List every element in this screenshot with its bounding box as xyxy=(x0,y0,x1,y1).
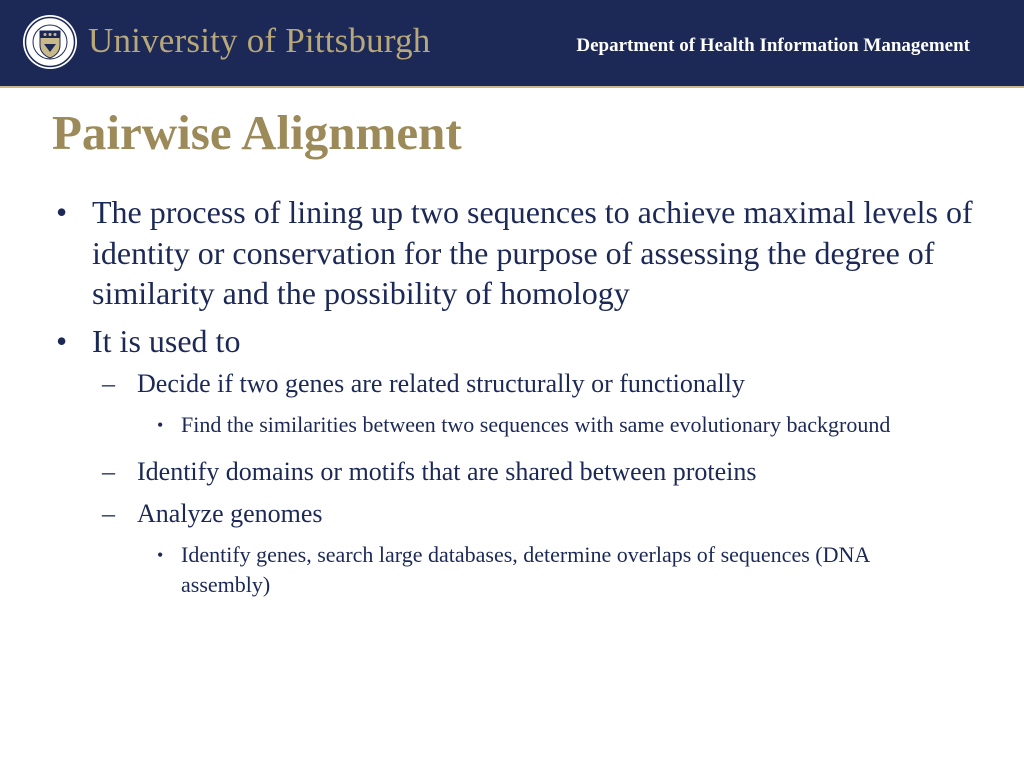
dash-marker: – xyxy=(102,499,115,528)
sub-sub-bullet-item xyxy=(0,540,1024,600)
bullet-text: The process of lining up two sequences to achieve maximal levels of identity or conservation for the purpose of assessing the degree of similarity and the possibility of homology xyxy=(92,194,973,311)
bullet-marker: • xyxy=(56,322,68,359)
bullet-text: It is used to xyxy=(92,322,241,359)
dash-marker: – xyxy=(102,457,115,486)
sub-bullet-item xyxy=(0,498,1024,530)
department-name: Department of Health Information Management xyxy=(576,35,970,56)
slide-title: Pairwise Alignment xyxy=(52,105,462,160)
header-bar xyxy=(0,0,1024,86)
sub-bullet-text: Identify domains or motifs that are shared between proteins xyxy=(137,457,757,486)
bullet-marker: • xyxy=(157,415,164,435)
slide-body xyxy=(0,192,1024,616)
sub-bullet-item xyxy=(0,368,1024,400)
sub-bullet-text: Decide if two genes are related structurally or functionally xyxy=(137,369,745,398)
bullet-marker: • xyxy=(157,545,164,565)
bullet-marker: • xyxy=(56,194,68,230)
bullet-item xyxy=(0,192,1024,314)
sub-sub-bullet-text: Find the similarities between two sequences with same evolutionary background xyxy=(181,412,891,437)
sub-sub-bullet-item xyxy=(0,410,1024,440)
university-seal-icon xyxy=(22,14,78,70)
sub-bullet-item xyxy=(0,456,1024,488)
dash-marker: – xyxy=(102,369,115,398)
university-name: University of Pittsburgh xyxy=(88,21,431,60)
sub-sub-bullet-text: Identify genes, search large databases, determine overlaps of sequences (DNA assembly) xyxy=(181,542,870,597)
bullet-item xyxy=(0,321,1024,362)
header-divider xyxy=(0,86,1024,88)
sub-bullet-text: Analyze genomes xyxy=(137,499,323,528)
